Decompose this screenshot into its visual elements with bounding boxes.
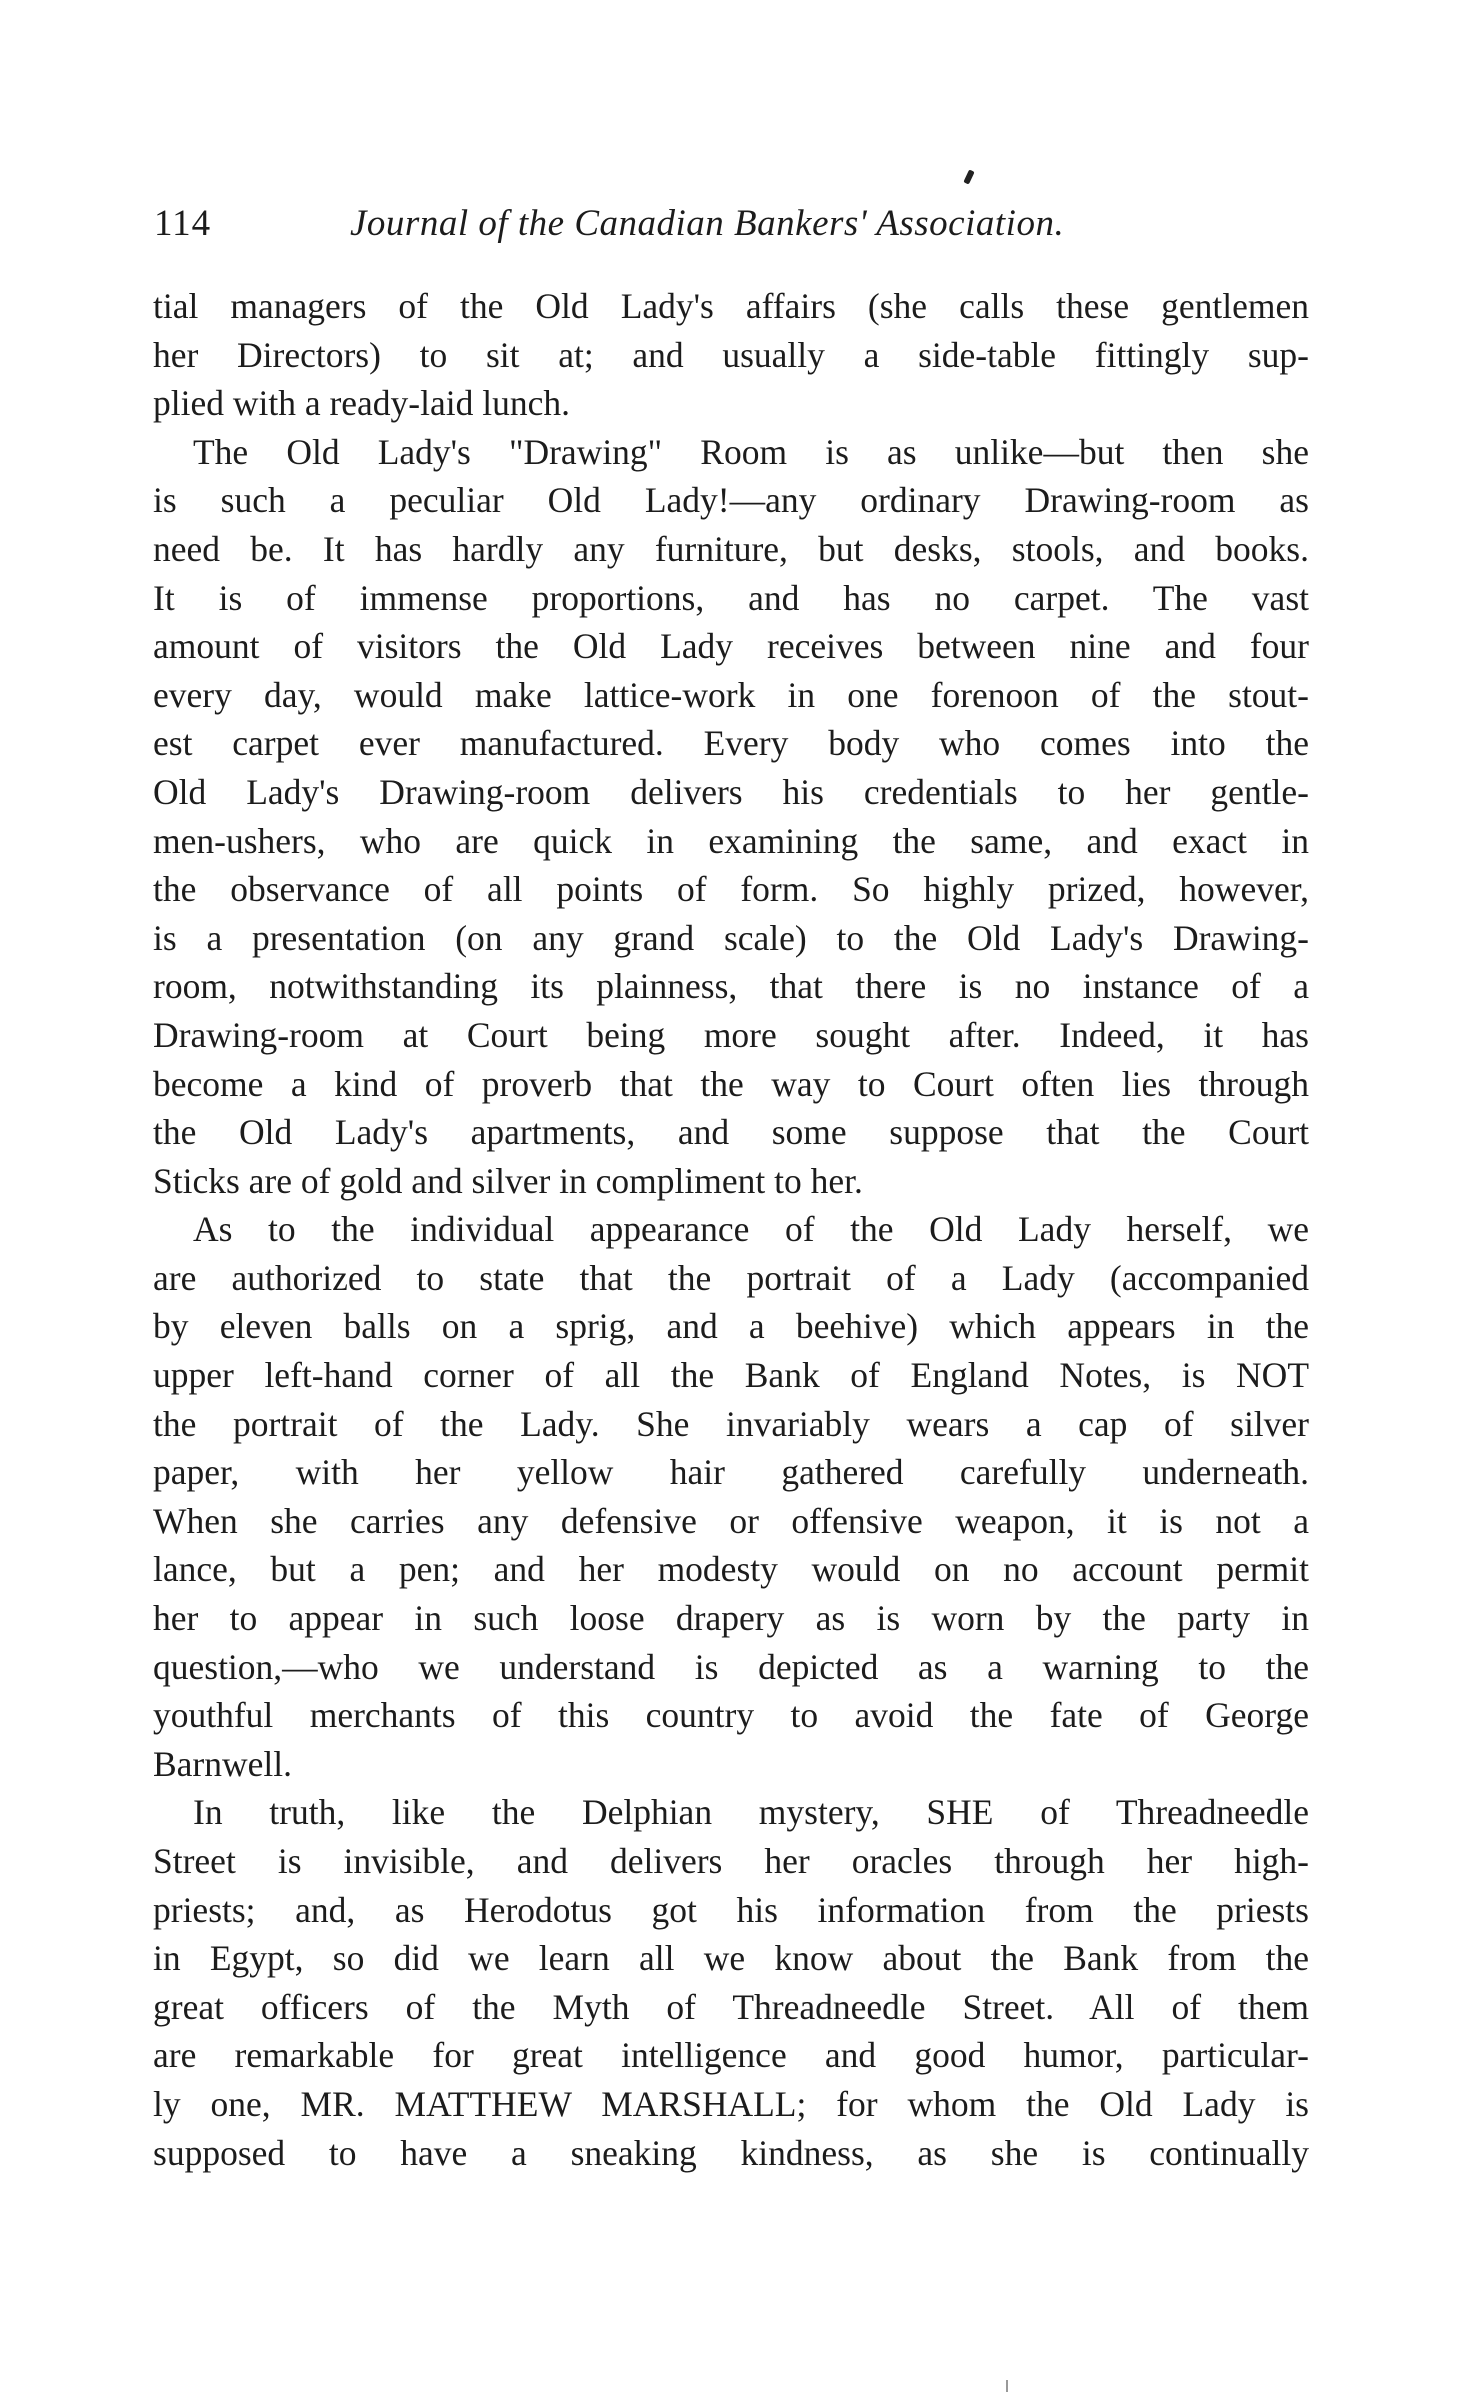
scan-speck xyxy=(1006,2380,1008,2392)
text-line: amount of visitors the Old Lady receives between nine and four xyxy=(153,626,1309,667)
text-line: question,—who we understand is depicted as a warning to the xyxy=(153,1646,1309,1687)
text-line: the portrait of the Lady. She invariably wears a cap of silver xyxy=(153,1403,1309,1444)
text-line: It is of immense proportions, and has no carpet. The vast xyxy=(153,577,1309,618)
text-line: ly one, MR. MATTHEW MARSHALL; for whom the Old Lady is xyxy=(153,2083,1309,2124)
text-line: in Egypt, so did we learn all we know about the Bank from the xyxy=(153,1938,1309,1979)
text-line: the Old Lady's apartments, and some suppose that the Court xyxy=(153,1112,1309,1153)
text-line: In truth, like the Delphian mystery, SHE of Threadneedle xyxy=(193,1792,1309,1833)
text-line: is a presentation (on any grand scale) to the Old Lady's Drawing- xyxy=(153,917,1309,958)
text-line: As to the individual appearance of the Old Lady herself, we xyxy=(193,1209,1309,1250)
text-line: When she carries any defensive or offensive weapon, it is not a xyxy=(153,1500,1309,1541)
text-line: Barnwell. xyxy=(153,1743,293,1784)
text-line: her to appear in such loose drapery as is worn by the party in xyxy=(153,1598,1309,1639)
text-line: paper, with her yellow hair gathered carefully underneath. xyxy=(153,1452,1309,1493)
text-line: by eleven balls on a sprig, and a beehive) which appears in the xyxy=(153,1306,1309,1347)
text-line: The Old Lady's "Drawing" Room is as unlike—but then she xyxy=(193,431,1309,472)
text-line: youthful merchants of this country to avoid the fate of George xyxy=(153,1695,1309,1736)
text-line: the observance of all points of form. So highly prized, however, xyxy=(153,869,1309,910)
text-line: tial managers of the Old Lady's affairs (she calls these gentlemen xyxy=(153,286,1309,326)
text-line: Sticks are of gold and silver in compliment to her. xyxy=(153,1160,863,1201)
text-line: Old Lady's Drawing-room delivers his credentials to her gentle- xyxy=(153,771,1309,812)
text-line: great officers of the Myth of Threadneedle Street. All of them xyxy=(153,1986,1309,2027)
text-line: room, notwithstanding its plainness, that there is no instance of a xyxy=(153,966,1309,1007)
text-line: are remarkable for great intelligence and good humor, particular- xyxy=(153,2035,1309,2076)
text-line: are authorized to state that the portrait of a Lady (accompanied xyxy=(153,1257,1309,1298)
text-line: upper left-hand corner of all the Bank of England Notes, is NOT xyxy=(153,1355,1309,1396)
text-line: lance, but a pen; and her modesty would on no account permit xyxy=(153,1549,1309,1590)
text-line: Drawing-room at Court being more sought after. Indeed, it has xyxy=(153,1014,1309,1055)
text-line: plied with a ready-laid lunch. xyxy=(153,383,570,424)
text-line: become a kind of proverb that the way to Court often lies through xyxy=(153,1063,1309,1104)
text-line: Street is invisible, and delivers her oracles through her high- xyxy=(153,1841,1309,1881)
page-header xyxy=(150,196,1310,256)
body-text xyxy=(153,282,1309,2177)
text-line: supposed to have a sneaking kindness, as she is continually xyxy=(153,2132,1309,2173)
ink-mark xyxy=(963,169,974,184)
text-line: is such a peculiar Old Lady!—any ordinary Drawing-room as xyxy=(153,480,1309,521)
text-line: est carpet ever manufactured. Every body who comes into the xyxy=(153,723,1309,764)
page-number: 114 xyxy=(154,203,212,244)
text-line: every day, would make lattice-work in one forenoon of the stout- xyxy=(153,674,1309,715)
text-line: her Directors) to sit at; and usually a side-table fittingly sup- xyxy=(153,334,1309,375)
text-line: men-ushers, who are quick in examining the same, and exact in xyxy=(153,820,1309,861)
text-line: need be. It has hardly any furniture, but desks, stools, and books. xyxy=(153,528,1309,569)
running-head: Journal of the Canadian Bankers' Association. xyxy=(350,203,1065,244)
text-line: priests; and, as Herodotus got his information from the priests xyxy=(153,1889,1309,1930)
